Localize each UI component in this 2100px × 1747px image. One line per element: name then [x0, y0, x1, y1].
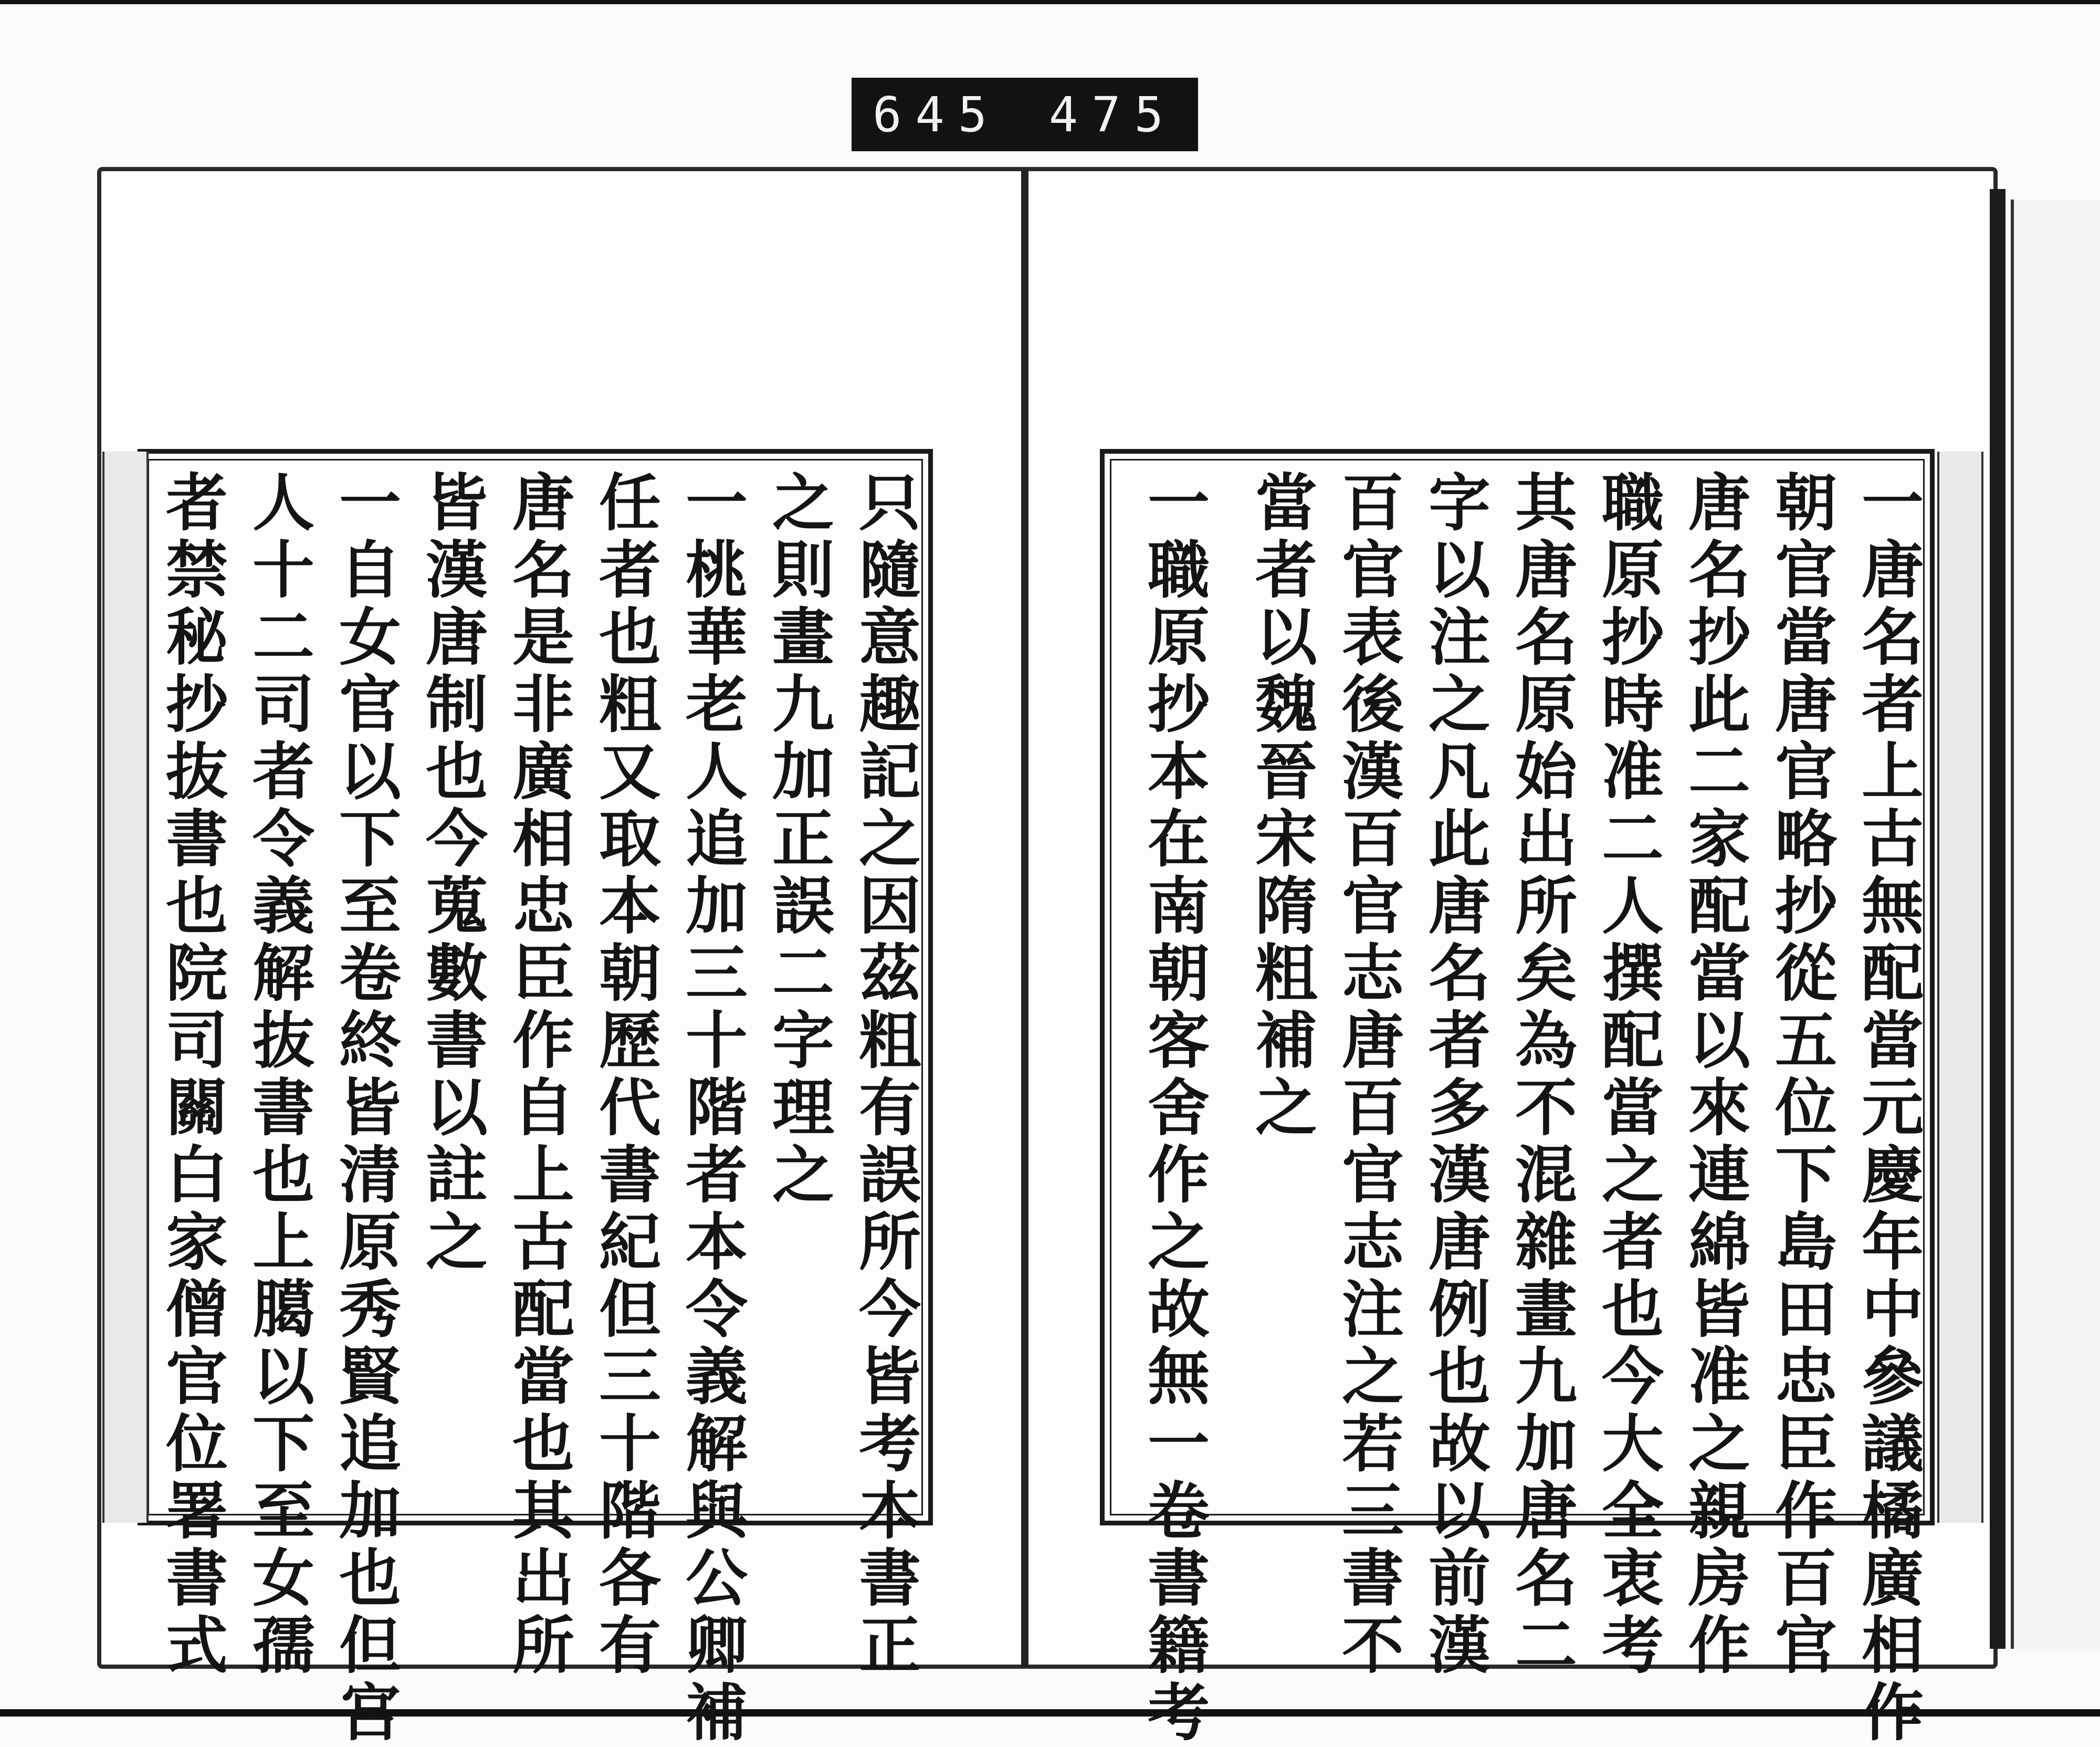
archive-id-right: 475: [1048, 86, 1177, 143]
left-page-column-1: 只隨意趣記之因茲粗有誤所今皆考本書正: [848, 470, 921, 1680]
right-page-column-8: 當者以魏晉宋隋粗補之: [1245, 470, 1318, 1142]
right-page-column-5: 其唐名原始出所矣為不混雜畫九加唐名二: [1505, 470, 1578, 1680]
right-page-column-3: 唐名抄此二家配當以來連綿皆准之親房作: [1678, 470, 1751, 1680]
archive-id-label: [852, 78, 1198, 151]
left-page-column-6: 皆漢唐制也今蒐數書以註之: [415, 470, 488, 1277]
left-page-column-7: 一自女官以下至卷終皆清原秀賢追加也但宮: [329, 470, 402, 1747]
left-page-column-3: 一桃華老人追加三十階者本令義解與公卿補: [675, 470, 748, 1747]
next-page-edge: [2011, 200, 2100, 1649]
left-page-column-8: 人十二司者令義解抜書也上臈以下至女孺: [242, 470, 315, 1680]
left-page-column-4: 任者也粗又取本朝歷代書紀但三十階各有: [589, 470, 662, 1680]
scan-bottom-edge: [0, 1709, 2100, 1717]
right-margin-strip: [1937, 452, 1983, 1523]
right-page-column-1: 一唐名者上古無配當元慶年中參議橘廣相作: [1851, 470, 1924, 1747]
left-page-column-2: 之則畫九加正誤二字理之: [762, 470, 835, 1209]
book-gutter: [1021, 171, 1028, 1667]
left-page-column-5: 唐名是非廣相忠臣作自上古配當也其出所: [502, 470, 575, 1680]
right-page-column-4: 職原抄時准二人撰配當之者也今大全衷考: [1591, 470, 1664, 1680]
scan-top-edge: [0, 0, 2100, 4]
left-page-column-9: 者禁秘抄抜書也院司關白家僧官位署書式: [155, 470, 228, 1680]
right-page-column-6: 字以注之凡此唐名者多漢唐例也故以前漢: [1418, 470, 1491, 1680]
book-right-edge: [1990, 189, 2006, 1649]
archive-id-left: 645: [873, 86, 1001, 143]
right-page-column-7: 百官表後漢百官志唐百官志注之若三書不: [1331, 470, 1404, 1680]
right-page-column-9: 一職原抄本在南朝客舍作之故無一卷書籍考: [1137, 470, 1210, 1747]
right-page-column-2: 朝官當唐官略抄從五位下島田忠臣作百官: [1765, 470, 1838, 1680]
left-margin-strip: [102, 452, 149, 1523]
